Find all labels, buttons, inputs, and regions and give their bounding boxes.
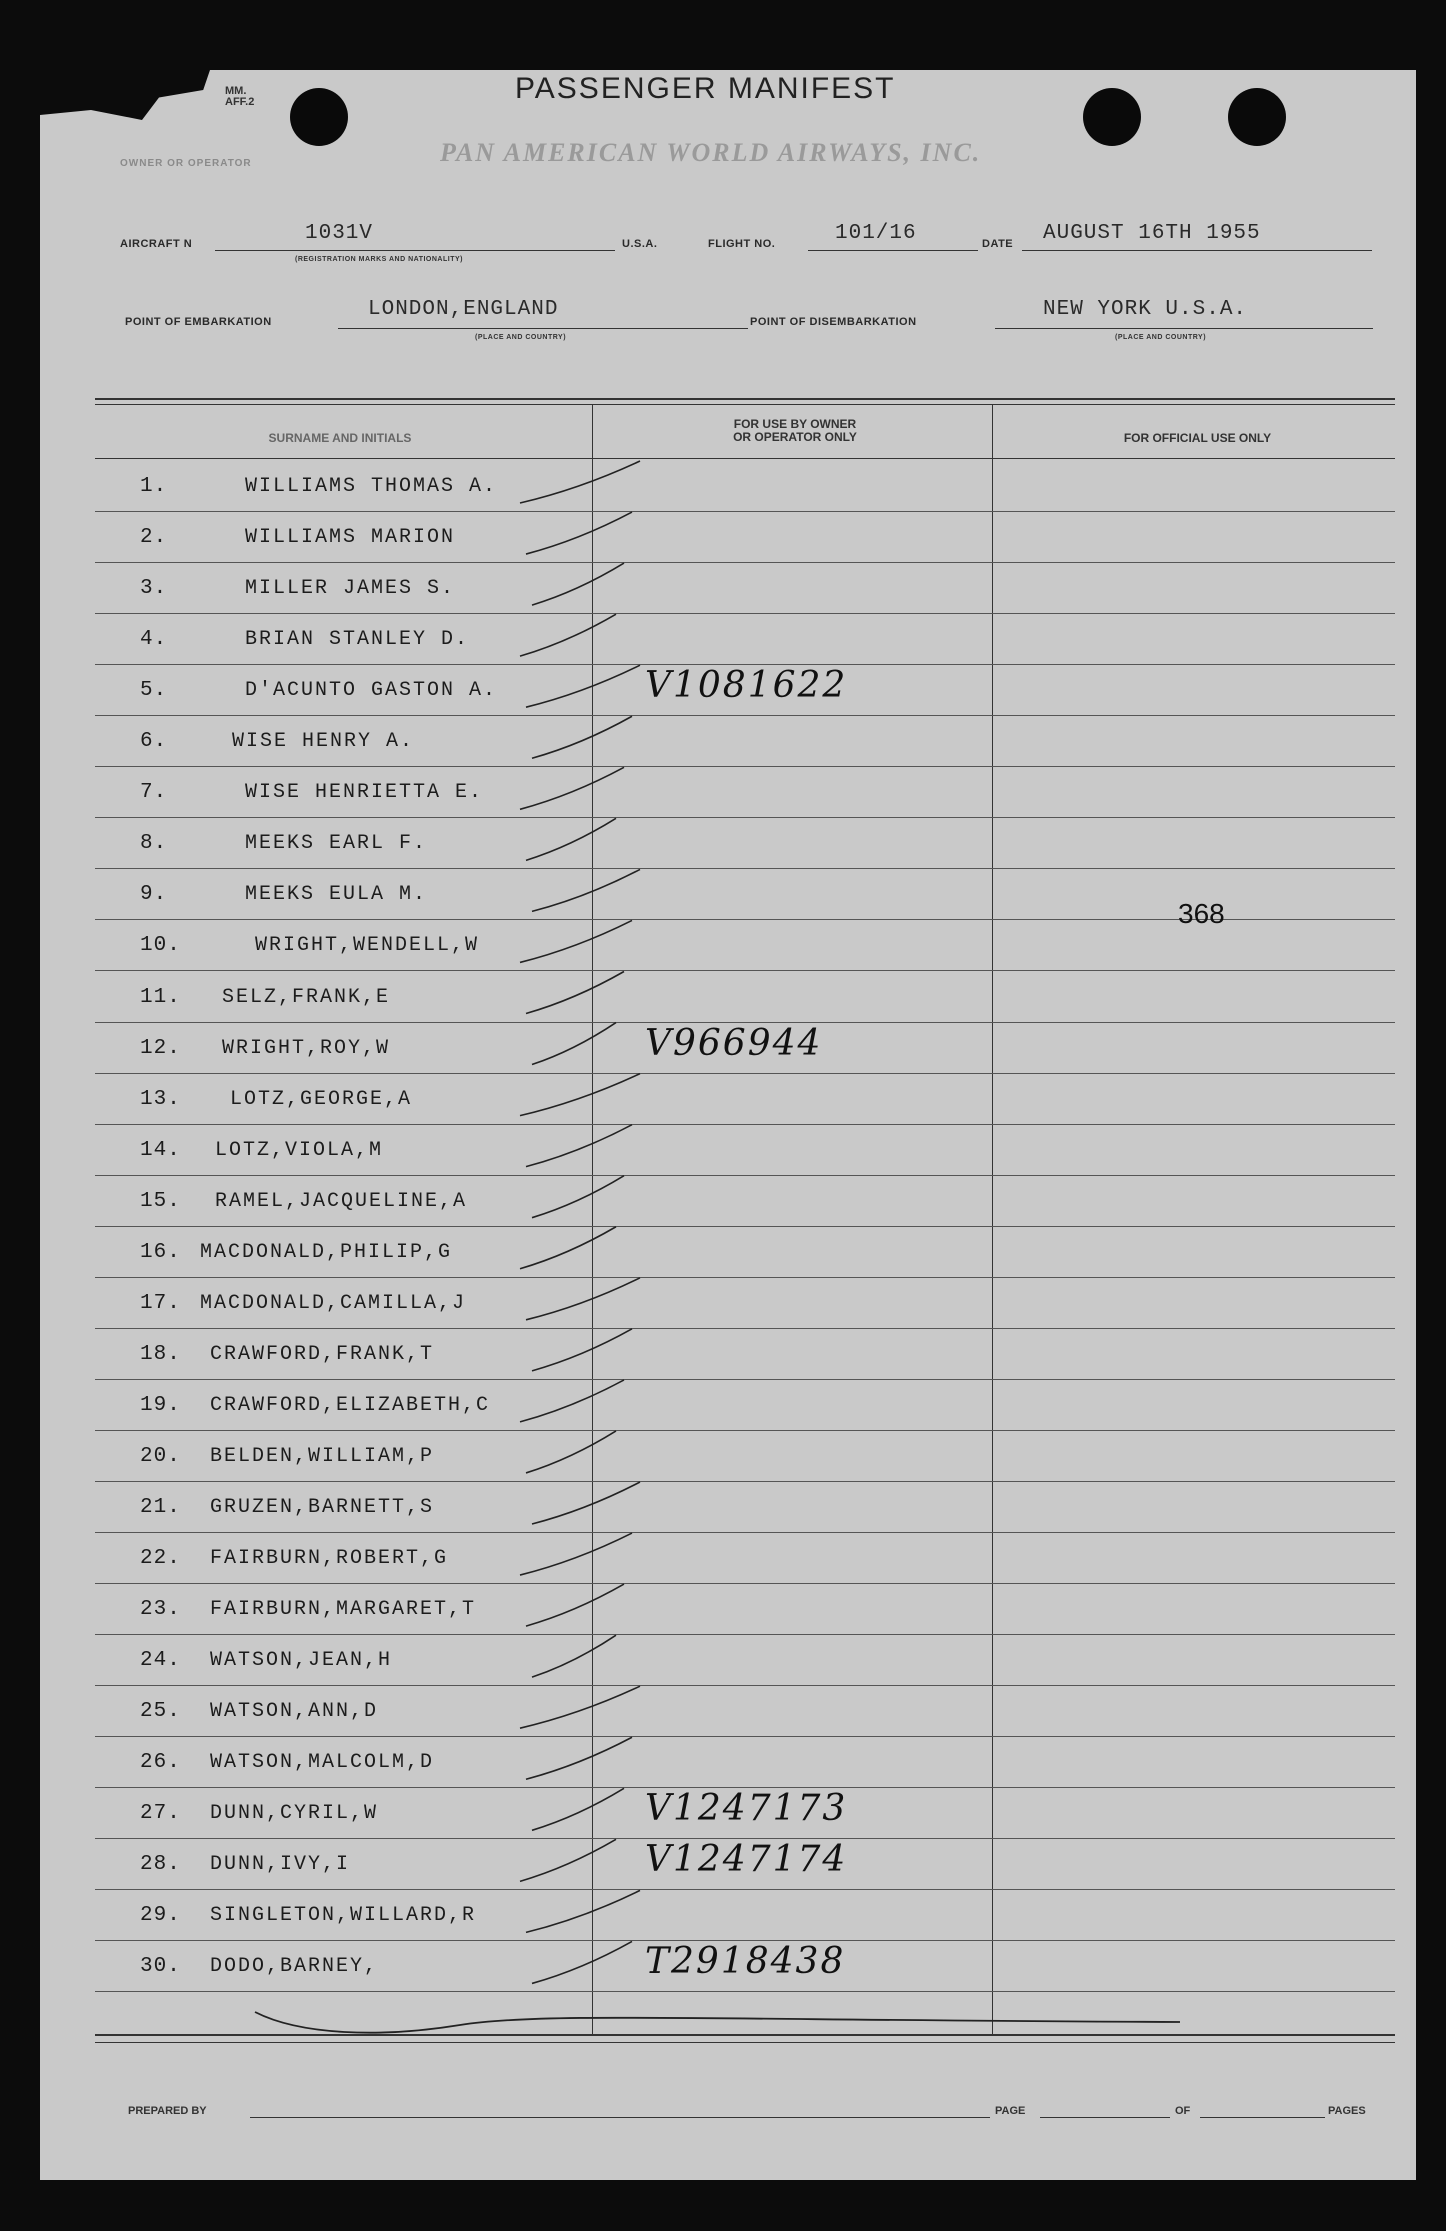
row-number: 3.: [140, 577, 168, 601]
passenger-name: BRIAN STANLEY D.: [245, 628, 470, 652]
owner-label: OWNER OR OPERATOR: [120, 158, 252, 169]
row-number: 9.: [140, 883, 168, 907]
row-number: 30.: [140, 1955, 181, 1979]
row-number: 8.: [140, 832, 168, 856]
check-mark-stroke: [532, 1482, 640, 1524]
row-number: 28.: [140, 1853, 181, 1877]
passenger-name: WISE HENRIETTA E.: [245, 781, 484, 805]
passenger-name: RAMEL,JACQUELINE,A: [215, 1189, 468, 1213]
row-number: 26.: [140, 1751, 181, 1775]
check-mark-stroke: [526, 1584, 624, 1626]
row-number: 22.: [140, 1547, 181, 1571]
check-mark-stroke: [526, 1890, 640, 1932]
passenger-name: WRIGHT,ROY,W: [222, 1036, 391, 1060]
check-mark-stroke: [526, 972, 624, 1014]
passenger-name: WISE HENRY A.: [232, 730, 415, 754]
passenger-name: MEEKS EULA M.: [245, 883, 428, 907]
check-mark-stroke: [520, 1533, 632, 1575]
check-mark-stroke: [520, 920, 632, 962]
disembark-label: POINT OF DISEMBARKATION: [750, 316, 917, 328]
prepared-by-label: PREPARED BY: [128, 2105, 207, 2117]
official-use-number: 368: [1178, 898, 1225, 929]
page-title: PASSENGER MANIFEST: [515, 72, 896, 105]
passenger-name: WATSON,JEAN,H: [210, 1649, 393, 1673]
passenger-name: CRAWFORD,FRANK,T: [210, 1342, 435, 1366]
row-number: 15.: [140, 1189, 181, 1213]
passenger-name: GRUZEN,BARNETT,S: [210, 1496, 435, 1519]
check-mark-stroke: [526, 665, 640, 707]
passenger-name: LOTZ,VIOLA,M: [215, 1138, 384, 1162]
operator-note: V966944: [645, 1022, 823, 1064]
form-code: MM. AFF.2: [225, 85, 255, 108]
operator-note: V1247174: [645, 1839, 848, 1881]
row-number: 12.: [140, 1036, 181, 1060]
aircraft-value: 1031V: [305, 222, 374, 245]
row-number: 1.: [140, 475, 168, 498]
operator-note: V1081622: [645, 665, 848, 707]
disembark-sublabel: (PLACE AND COUNTRY): [1115, 334, 1207, 341]
passenger-name: MILLER JAMES S.: [245, 577, 456, 601]
flight-no-value: 101/16: [835, 222, 917, 245]
check-mark-stroke: [532, 1788, 624, 1830]
check-mark-stroke: [526, 512, 632, 554]
check-mark-stroke: [532, 716, 632, 758]
check-mark-stroke: [532, 1635, 616, 1677]
embark-sublabel: (PLACE AND COUNTRY): [475, 334, 567, 341]
passenger-name: DUNN,IVY,I: [210, 1853, 351, 1877]
check-mark-stroke: [520, 767, 624, 809]
page-label: PAGE: [995, 2105, 1026, 2117]
row-number: 29.: [140, 1904, 181, 1928]
passenger-name: LOTZ,GEORGE,A: [230, 1087, 413, 1111]
operator-note: T2918438: [645, 1941, 846, 1983]
passenger-name: SINGLETON,WILLARD,R: [210, 1904, 477, 1928]
check-mark-stroke: [526, 818, 616, 860]
passenger-name: WATSON,MALCOLM,D: [210, 1751, 435, 1775]
passenger-name: CRAWFORD,ELIZABETH,C: [210, 1393, 491, 1417]
operator-name: PAN AMERICAN WORLD AIRWAYS, INC.: [440, 138, 982, 167]
date-label: DATE: [982, 238, 1014, 250]
row-number: 20.: [140, 1444, 181, 1468]
check-mark-stroke: [532, 869, 640, 911]
check-mark-stroke: [532, 1176, 624, 1218]
row-number: 13.: [140, 1087, 181, 1111]
passenger-name: MEEKS EARL F.: [245, 832, 428, 856]
row-number: 2.: [140, 526, 168, 550]
row-number: 16.: [140, 1240, 181, 1264]
passenger-name: FAIRBURN,ROBERT,G: [210, 1547, 449, 1571]
end-of-list-stroke: [255, 2012, 1180, 2033]
passenger-name: DODO,BARNEY,: [210, 1955, 379, 1979]
embark-value: LONDON,ENGLAND: [368, 298, 559, 321]
column-header-official: FOR OFFICIAL USE ONLY: [1123, 431, 1272, 445]
passenger-name: DUNN,CYRIL,W: [210, 1802, 379, 1826]
embark-label: POINT OF EMBARKATION: [125, 316, 272, 328]
passenger-name: FAIRBURN,MARGARET,T: [210, 1598, 477, 1622]
check-mark-stroke: [526, 1125, 632, 1167]
disembark-value: NEW YORK U.S.A.: [1043, 298, 1248, 321]
check-mark-stroke: [532, 1023, 616, 1065]
row-number: 17.: [140, 1291, 181, 1315]
operator-note: V1247173: [645, 1788, 848, 1830]
check-mark-stroke: [520, 614, 616, 656]
aircraft-label: AIRCRAFT N: [120, 238, 193, 250]
passenger-name: SELZ,FRANK,E: [222, 985, 391, 1009]
aircraft-sublabel: (REGISTRATION MARKS AND NATIONALITY): [295, 256, 463, 263]
passenger-name: MACDONALD,CAMILLA,J: [200, 1291, 467, 1315]
check-mark-stroke: [520, 1074, 640, 1116]
row-number: 10.: [140, 934, 181, 958]
row-number: 27.: [140, 1802, 181, 1826]
row-number: 21.: [140, 1496, 181, 1519]
check-mark-stroke: [532, 563, 624, 605]
row-number: 14.: [140, 1138, 181, 1162]
check-mark-stroke: [520, 1839, 616, 1881]
row-number: 24.: [140, 1649, 181, 1673]
passenger-name: WRIGHT,WENDELL,W: [255, 934, 480, 958]
check-mark-stroke: [520, 1686, 640, 1728]
column-header-owner: FOR USE BY OWNER OR OPERATOR ONLY: [733, 417, 857, 444]
check-mark-stroke: [520, 1227, 616, 1269]
check-mark-stroke: [526, 1278, 640, 1320]
check-mark-stroke: [520, 1380, 624, 1422]
column-header-name: SURNAME AND INITIALS: [268, 431, 412, 445]
row-number: 5.: [140, 679, 168, 703]
row-number: 11.: [140, 985, 181, 1009]
passenger-name: BELDEN,WILLIAM,P: [210, 1444, 435, 1468]
check-mark-stroke: [520, 461, 640, 503]
row-number: 18.: [140, 1342, 181, 1366]
row-number: 23.: [140, 1598, 181, 1622]
passenger-name: MACDONALD,PHILIP,G: [200, 1240, 453, 1264]
pages-label: PAGES: [1328, 2105, 1366, 2117]
passenger-name: WILLIAMS THOMAS A.: [245, 475, 498, 498]
check-mark-stroke: [526, 1737, 632, 1779]
passenger-name: D'ACUNTO GASTON A.: [245, 679, 498, 703]
check-mark-stroke: [532, 1329, 632, 1371]
flight-no-label: FLIGHT NO.: [708, 238, 776, 250]
passenger-name: WATSON,ANN,D: [210, 1700, 379, 1724]
of-label: OF: [1175, 2105, 1191, 2117]
date-value: AUGUST 16TH 1955: [1043, 222, 1261, 245]
check-mark-stroke: [532, 1941, 632, 1983]
row-number: 7.: [140, 781, 168, 805]
row-number: 4.: [140, 628, 168, 652]
passenger-name: WILLIAMS MARION: [245, 526, 456, 550]
usa-label: U.S.A.: [622, 238, 658, 250]
check-mark-stroke: [526, 1431, 616, 1473]
row-number: 19.: [140, 1393, 181, 1417]
row-number: 25.: [140, 1700, 181, 1724]
row-number: 6.: [140, 730, 168, 754]
